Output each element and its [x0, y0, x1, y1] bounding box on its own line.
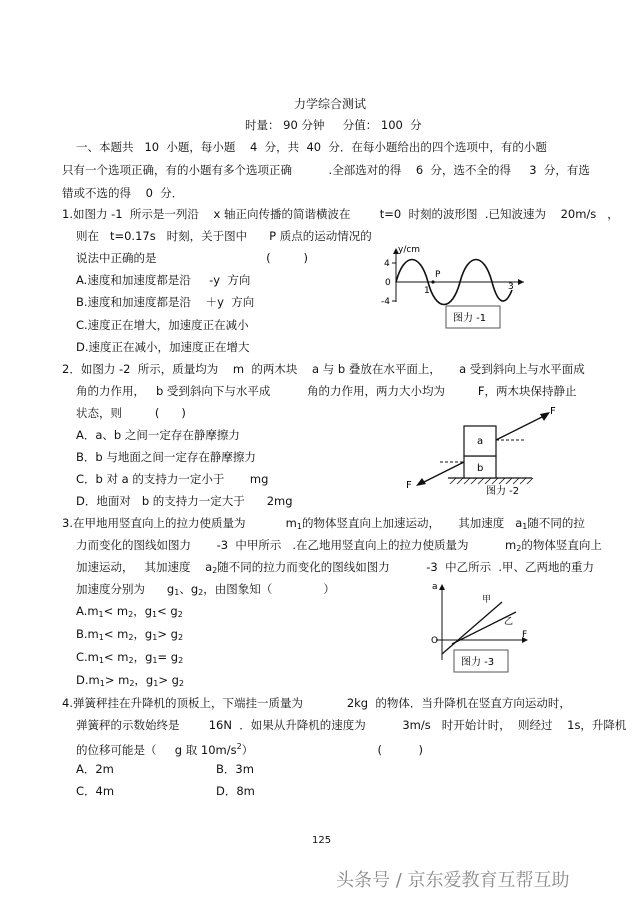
question-text: 3.在甲地用竖直向上的拉力使质量为 $m_1$的物体竖直向上加速运动， 其加速度 $a_1$随不同的拉	[62, 516, 585, 531]
question-text: 角的力作用， b 受到斜向下与水平成 角的力作用，两力大小均为 F，两木块保持静止	[76, 384, 577, 398]
question-text: 加速度分别为 $g_1$、$g_2$，由图象知（ ）	[76, 582, 335, 597]
instruction-line: 一、本题共 10 小题，每小题 4 分，共 40 分．在每小题给出的四个选项中，有的小题	[76, 140, 547, 154]
option-a: A．a、b 之间一定存在静摩擦力	[76, 428, 240, 442]
block-b-label: b	[477, 463, 484, 474]
force-arrow-bottom	[420, 462, 464, 484]
x-axis-label: F	[522, 630, 528, 640]
question-text: 状态，则 ( )	[76, 406, 186, 420]
figure-caption: 图力 -2	[486, 486, 520, 497]
figure-caption: 图力 -3	[461, 657, 495, 668]
instruction-line: 错或不选的得 0 分．	[62, 186, 184, 200]
option-b: B．b 与地面之间一定存在静摩擦力	[76, 450, 256, 464]
point-p-marker	[431, 280, 434, 283]
force-arrow-top	[496, 414, 548, 440]
blocks-figure	[400, 400, 570, 504]
force-bottom-label: F	[406, 480, 412, 491]
option-b: B．3m	[216, 762, 254, 776]
x-tick-label: 1	[424, 286, 430, 296]
y-tick-label: 0	[385, 278, 391, 288]
force-arrowhead-icon	[416, 478, 426, 486]
option-a: $A.m_1< m_2$，$g_1< g_2$	[76, 604, 183, 619]
force-arrowhead-icon	[540, 412, 550, 421]
ground-hatching	[450, 478, 533, 484]
instruction-line: 只有一个选项正确，有的小题有多个选项正确 .全部选对的得 6 分，选不全的得 3 分，有选	[62, 163, 590, 177]
question-text: 说法中正确的是 ( )	[76, 251, 309, 265]
question-text: 2．如图力 -2 所示，质量均为 m 的两木块 a 与 b 叠放在水平面上， a 受到斜向上与水平面成	[62, 362, 585, 376]
option-b: $B.m_1< m_2$，$g_1> g_2$	[76, 627, 184, 642]
question-text: 力而变化的图线如图力 -3 中甲所示 .在乙地用竖直向上的拉力使质量为 $m_2$的物体竖直向上	[76, 538, 602, 553]
exam-meta: 时量： 90 分钟 分值： 100 分	[245, 118, 422, 132]
option-c: $C.m_1< m_2$，$g_1= g_2$	[76, 650, 184, 665]
option-c: C．b 对 a 的支持力一定小于 mg	[76, 472, 269, 486]
watermark-text: 头条号 / 京东爱教育互帮互助	[336, 870, 570, 891]
y-axis-label: a	[432, 582, 438, 592]
x-tick-label: 3	[508, 282, 514, 292]
line-jia-label: 甲	[482, 595, 492, 605]
force-top-label: F	[550, 406, 556, 417]
option-d: D.速度正在减小，加速度正在增大	[76, 340, 250, 354]
question-text: 4.弹簧秤挂在升降机的顶板上，下端挂一质量为 2kg 的物体．当升降机在竖直方向运动时，	[62, 696, 571, 710]
y-axis-arrow-icon	[439, 584, 445, 590]
block-a-label: a	[477, 436, 484, 447]
page-title: 力学综合测试	[294, 97, 367, 111]
x-axis-arrow-icon	[518, 279, 524, 285]
figure-caption: 图力 -1	[453, 313, 487, 324]
line-yi-label: 乙	[504, 617, 514, 627]
option-c: C．4m	[76, 784, 115, 798]
af-graph-figure	[418, 580, 538, 680]
line-jia	[442, 602, 502, 654]
point-p-label: P	[435, 270, 441, 280]
option-b: B.速度和加速度都是沿 ＋y 方向	[76, 295, 255, 309]
wave-figure	[370, 240, 530, 340]
page-number: 125	[312, 835, 332, 846]
question-text: 加速运动， 其加速度 $a_2$随不同的拉力而变化的图线如图力 -3 中乙所示 .甲、乙两地的重力	[76, 560, 595, 575]
option-a: A.速度和加速度都是沿 -y 方向	[76, 273, 251, 287]
question-text: 的位移可能是（ g 取 $10m/s^2$） ( )	[76, 742, 424, 757]
question-text: 弹簧秤的示数始终是 16N ．如果从升降机的速度为 3m/s 时开始计时， 则经过 1s，升降机	[76, 718, 627, 732]
origin-label: O	[431, 636, 439, 646]
option-a: A．2m	[76, 762, 114, 776]
question-text: 1.如图力 -1 所示是一列沿 x 轴正向传播的简谐横波在 t=0 时刻的波形图 .已知波速为 20m/s ，	[62, 207, 619, 221]
question-text: 则在 t=0.17s 时刻，关于图中 P 质点的运动情况的	[76, 229, 372, 243]
option-d: D．地面对 b 的支持力一定大于 2mg	[76, 494, 293, 508]
option-d: $D.m_1> m_2$，$g_1> g_2$	[76, 673, 184, 688]
option-d: D．8m	[216, 784, 255, 798]
y-tick-label: 4	[384, 259, 390, 269]
y-tick-label: -4	[381, 297, 390, 307]
option-c: C.速度正在增大，加速度正在减小	[76, 318, 249, 332]
y-axis-label: y/cm	[398, 245, 421, 255]
